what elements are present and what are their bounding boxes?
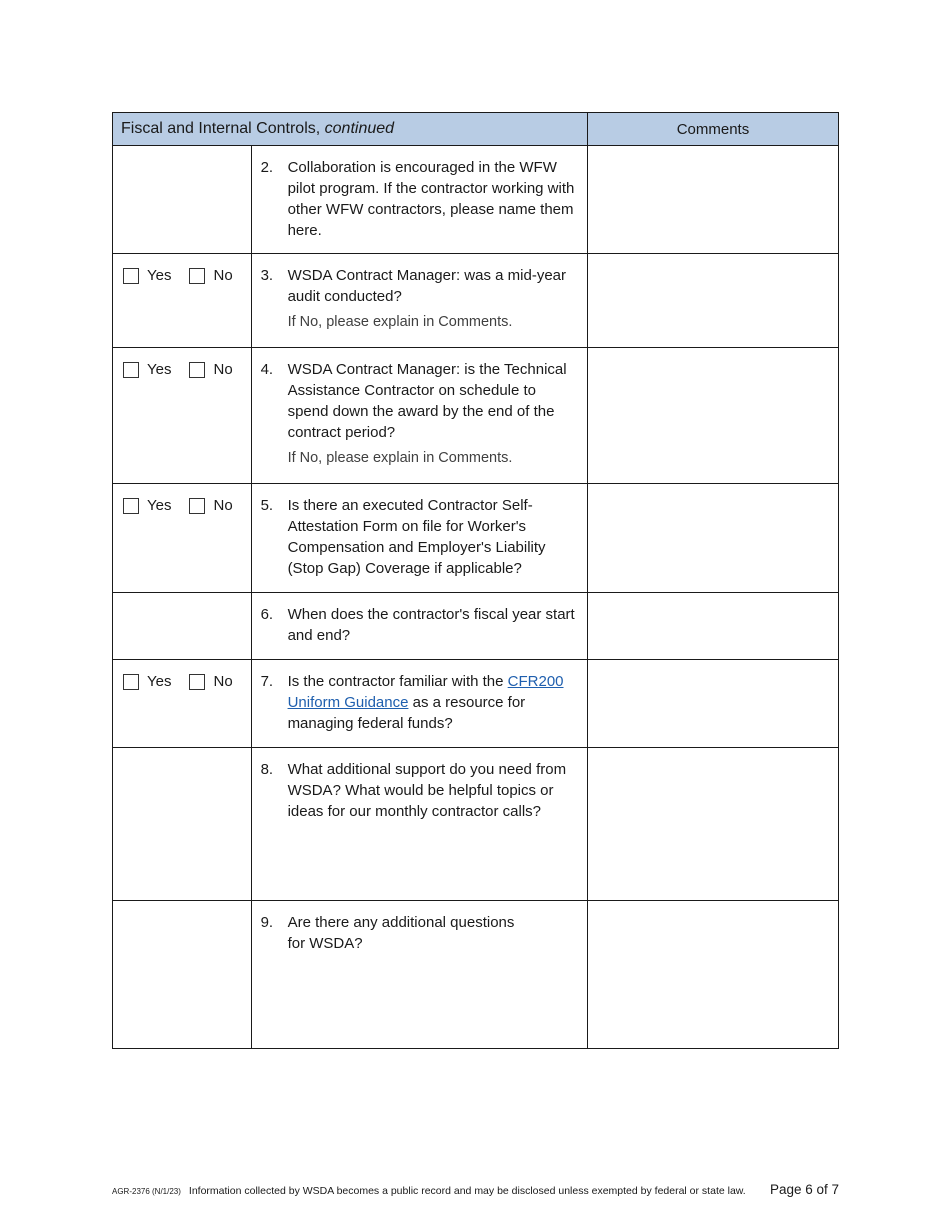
yes-no-options (113, 660, 251, 690)
question-text: Are there any additional questions for WSDA? (287, 914, 515, 952)
comments-cell[interactable] (587, 348, 838, 484)
no-label: No (213, 497, 233, 514)
question-number: 2. (260, 159, 274, 176)
yes-label: Yes (147, 497, 172, 514)
question-number: 4. (260, 361, 274, 378)
no-checkbox[interactable] (189, 498, 205, 514)
question-number: 5. (260, 497, 274, 514)
question-note: If No, please explain in Comments. (287, 314, 513, 330)
form-code: AGR-2376 (N/1/23) (112, 1187, 181, 1196)
answer-cell-empty (113, 748, 252, 901)
yes-no-options (113, 254, 251, 284)
comments-cell[interactable] (587, 254, 838, 348)
question-number: 9. (260, 914, 274, 931)
cfr200-guidance-link[interactable]: CFR200 Uniform Guidance (287, 673, 564, 711)
question-text: WSDA Contract Manager: is the Technical Assistance Contractor on schedule to spend down the award by the end of the contract period? (287, 361, 567, 441)
comments-cell[interactable] (587, 146, 838, 254)
yes-checkbox[interactable] (123, 362, 139, 378)
question-text: Collaboration is encouraged in the WFW pilot program. If the contractor working with other WFW contractors, please name them here. (287, 159, 575, 239)
question-row-5 (113, 484, 839, 593)
question-row-6 (113, 593, 839, 660)
yes-checkbox[interactable] (123, 268, 139, 284)
question-note: If No, please explain in Comments. (287, 450, 513, 466)
question-number: 3. (260, 267, 274, 284)
question-text: When does the contractor's fiscal year start and end? (287, 606, 575, 644)
table-header-row (113, 113, 839, 146)
comments-header: Comments (587, 113, 838, 146)
page-footer (112, 1182, 839, 1197)
question-row-8 (113, 748, 839, 901)
yes-label: Yes (147, 267, 172, 284)
question-number: 6. (260, 606, 274, 623)
yes-label: Yes (147, 361, 172, 378)
question-text: WSDA Contract Manager: was a mid-year audit conducted? (287, 267, 566, 305)
page-number: Page 6 of 7 (769, 1182, 839, 1197)
question-row-2 (113, 146, 839, 254)
no-checkbox[interactable] (189, 674, 205, 690)
question-row-7 (113, 660, 839, 748)
question-number: 8. (260, 761, 274, 778)
yes-label: Yes (147, 673, 172, 690)
public-record-notice: Information collected by WSDA becomes a public record and may be disclosed unless exempted by federal or state law. (188, 1185, 746, 1197)
no-checkbox[interactable] (189, 362, 205, 378)
no-label: No (213, 361, 233, 378)
question-text: Is the contractor familiar with the CFR200 Uniform Guidance as a resource for managing federal funds? (287, 673, 564, 732)
section-title: Fiscal and Internal Controls, continued (113, 113, 588, 146)
fiscal-controls-table (112, 112, 839, 1049)
no-label: No (213, 267, 233, 284)
comments-cell[interactable] (587, 901, 838, 1049)
yes-no-options (113, 484, 251, 514)
question-row-3 (113, 254, 839, 348)
yes-no-options (113, 348, 251, 378)
comments-cell[interactable] (587, 660, 838, 748)
yes-checkbox[interactable] (123, 498, 139, 514)
question-number: 7. (260, 673, 274, 690)
no-checkbox[interactable] (189, 268, 205, 284)
question-row-4 (113, 348, 839, 484)
yes-checkbox[interactable] (123, 674, 139, 690)
comments-cell[interactable] (587, 593, 838, 660)
no-label: No (213, 673, 233, 690)
answer-cell-empty (113, 146, 252, 254)
answer-cell-empty (113, 901, 252, 1049)
answer-cell-empty (113, 593, 252, 660)
comments-cell[interactable] (587, 484, 838, 593)
comments-cell[interactable] (587, 748, 838, 901)
question-text: Is there an executed Contractor Self-Attestation Form on file for Worker's Compensation and Employer's Liability (Stop Gap) Coverage if applicable? (287, 497, 546, 577)
question-text: What additional support do you need from WSDA? What would be helpful topics or ideas for our monthly contractor calls? (287, 761, 567, 820)
question-row-9 (113, 901, 839, 1049)
